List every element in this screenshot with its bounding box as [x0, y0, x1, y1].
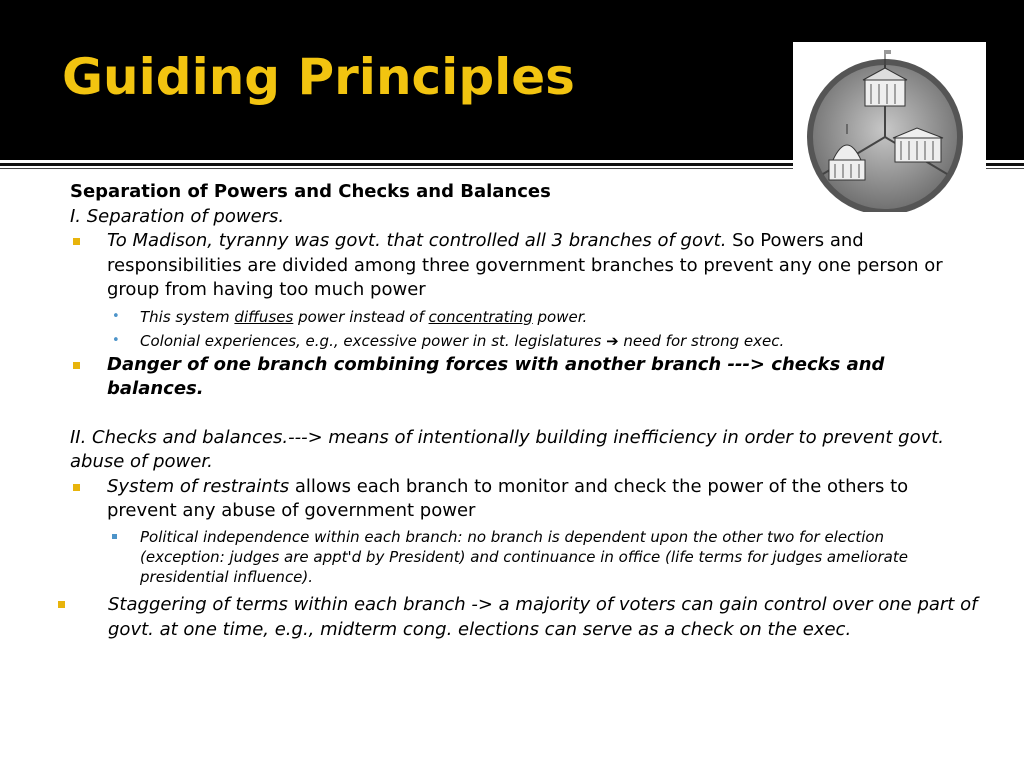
- list-item-text: So Powers and responsibilities are divided among three government branches to prevent any one person or group from having too much power: [107, 230, 943, 300]
- sub-bullet-marker: •: [112, 332, 120, 348]
- sub-list-item: [70, 331, 970, 351]
- bullet-marker: [73, 362, 80, 369]
- sub-item-text: This system: [140, 307, 235, 326]
- list-item-text: System of restraints: [107, 475, 290, 497]
- list-item-text: To Madison, tyranny was govt. that controlled all 3 branches of govt.: [107, 230, 727, 251]
- bullet-marker: [73, 484, 80, 491]
- arrow-icon: ➔: [606, 331, 619, 350]
- bullet-marker: [73, 238, 80, 245]
- sub-bullet-marker: [112, 534, 117, 539]
- list-item-text: Staggering of terms within each branch -> a majority of voters can gain control over one part of govt. at one time, e.g., midterm cong. elections can serve as a check on the exec.: [108, 594, 978, 640]
- sub-item-text: Political independence within each branch: no branch is dependent upon the other two for election (exception: judges are appt'd by President) and continuance in office (life terms for judges ameliorate presidential influence).: [140, 527, 908, 586]
- sub-list-item: [70, 527, 970, 587]
- body-heading: Separation of Powers and Checks and Balances: [70, 181, 551, 202]
- sub-list-item: [70, 307, 970, 327]
- slide-body: [70, 180, 970, 587]
- list-item: [50, 592, 980, 642]
- slide-title: Guiding Principles: [62, 48, 575, 106]
- sub-bullet-marker: •: [112, 308, 120, 324]
- sub-item-text: concentrating: [428, 307, 533, 326]
- sub-item-text: need for strong exec.: [618, 331, 785, 350]
- list-item-text: allows each branch to monitor and check the power of the others to prevent any abuse of government power: [107, 475, 909, 521]
- list-item: [70, 353, 970, 402]
- list-item: [70, 475, 970, 524]
- list-item: [70, 229, 970, 303]
- sub-item-text: Colonial experiences, e.g., excessive power in st. legislatures: [140, 331, 607, 350]
- sub-item-text: power instead of: [293, 307, 429, 326]
- sub-item-text: diffuses: [234, 307, 294, 326]
- section-heading-separation: I. Separation of powers.: [70, 205, 285, 227]
- spacer: [70, 402, 970, 426]
- bullet-marker: [58, 601, 65, 608]
- sub-item-text: power.: [532, 307, 588, 326]
- section-heading-checks: II. Checks and balances.---> means of intentionally building inefficiency in order to prevent govt. abuse of power.: [70, 426, 945, 472]
- list-item-text: Danger of one branch combining forces with another branch ---> checks and balances.: [107, 353, 885, 399]
